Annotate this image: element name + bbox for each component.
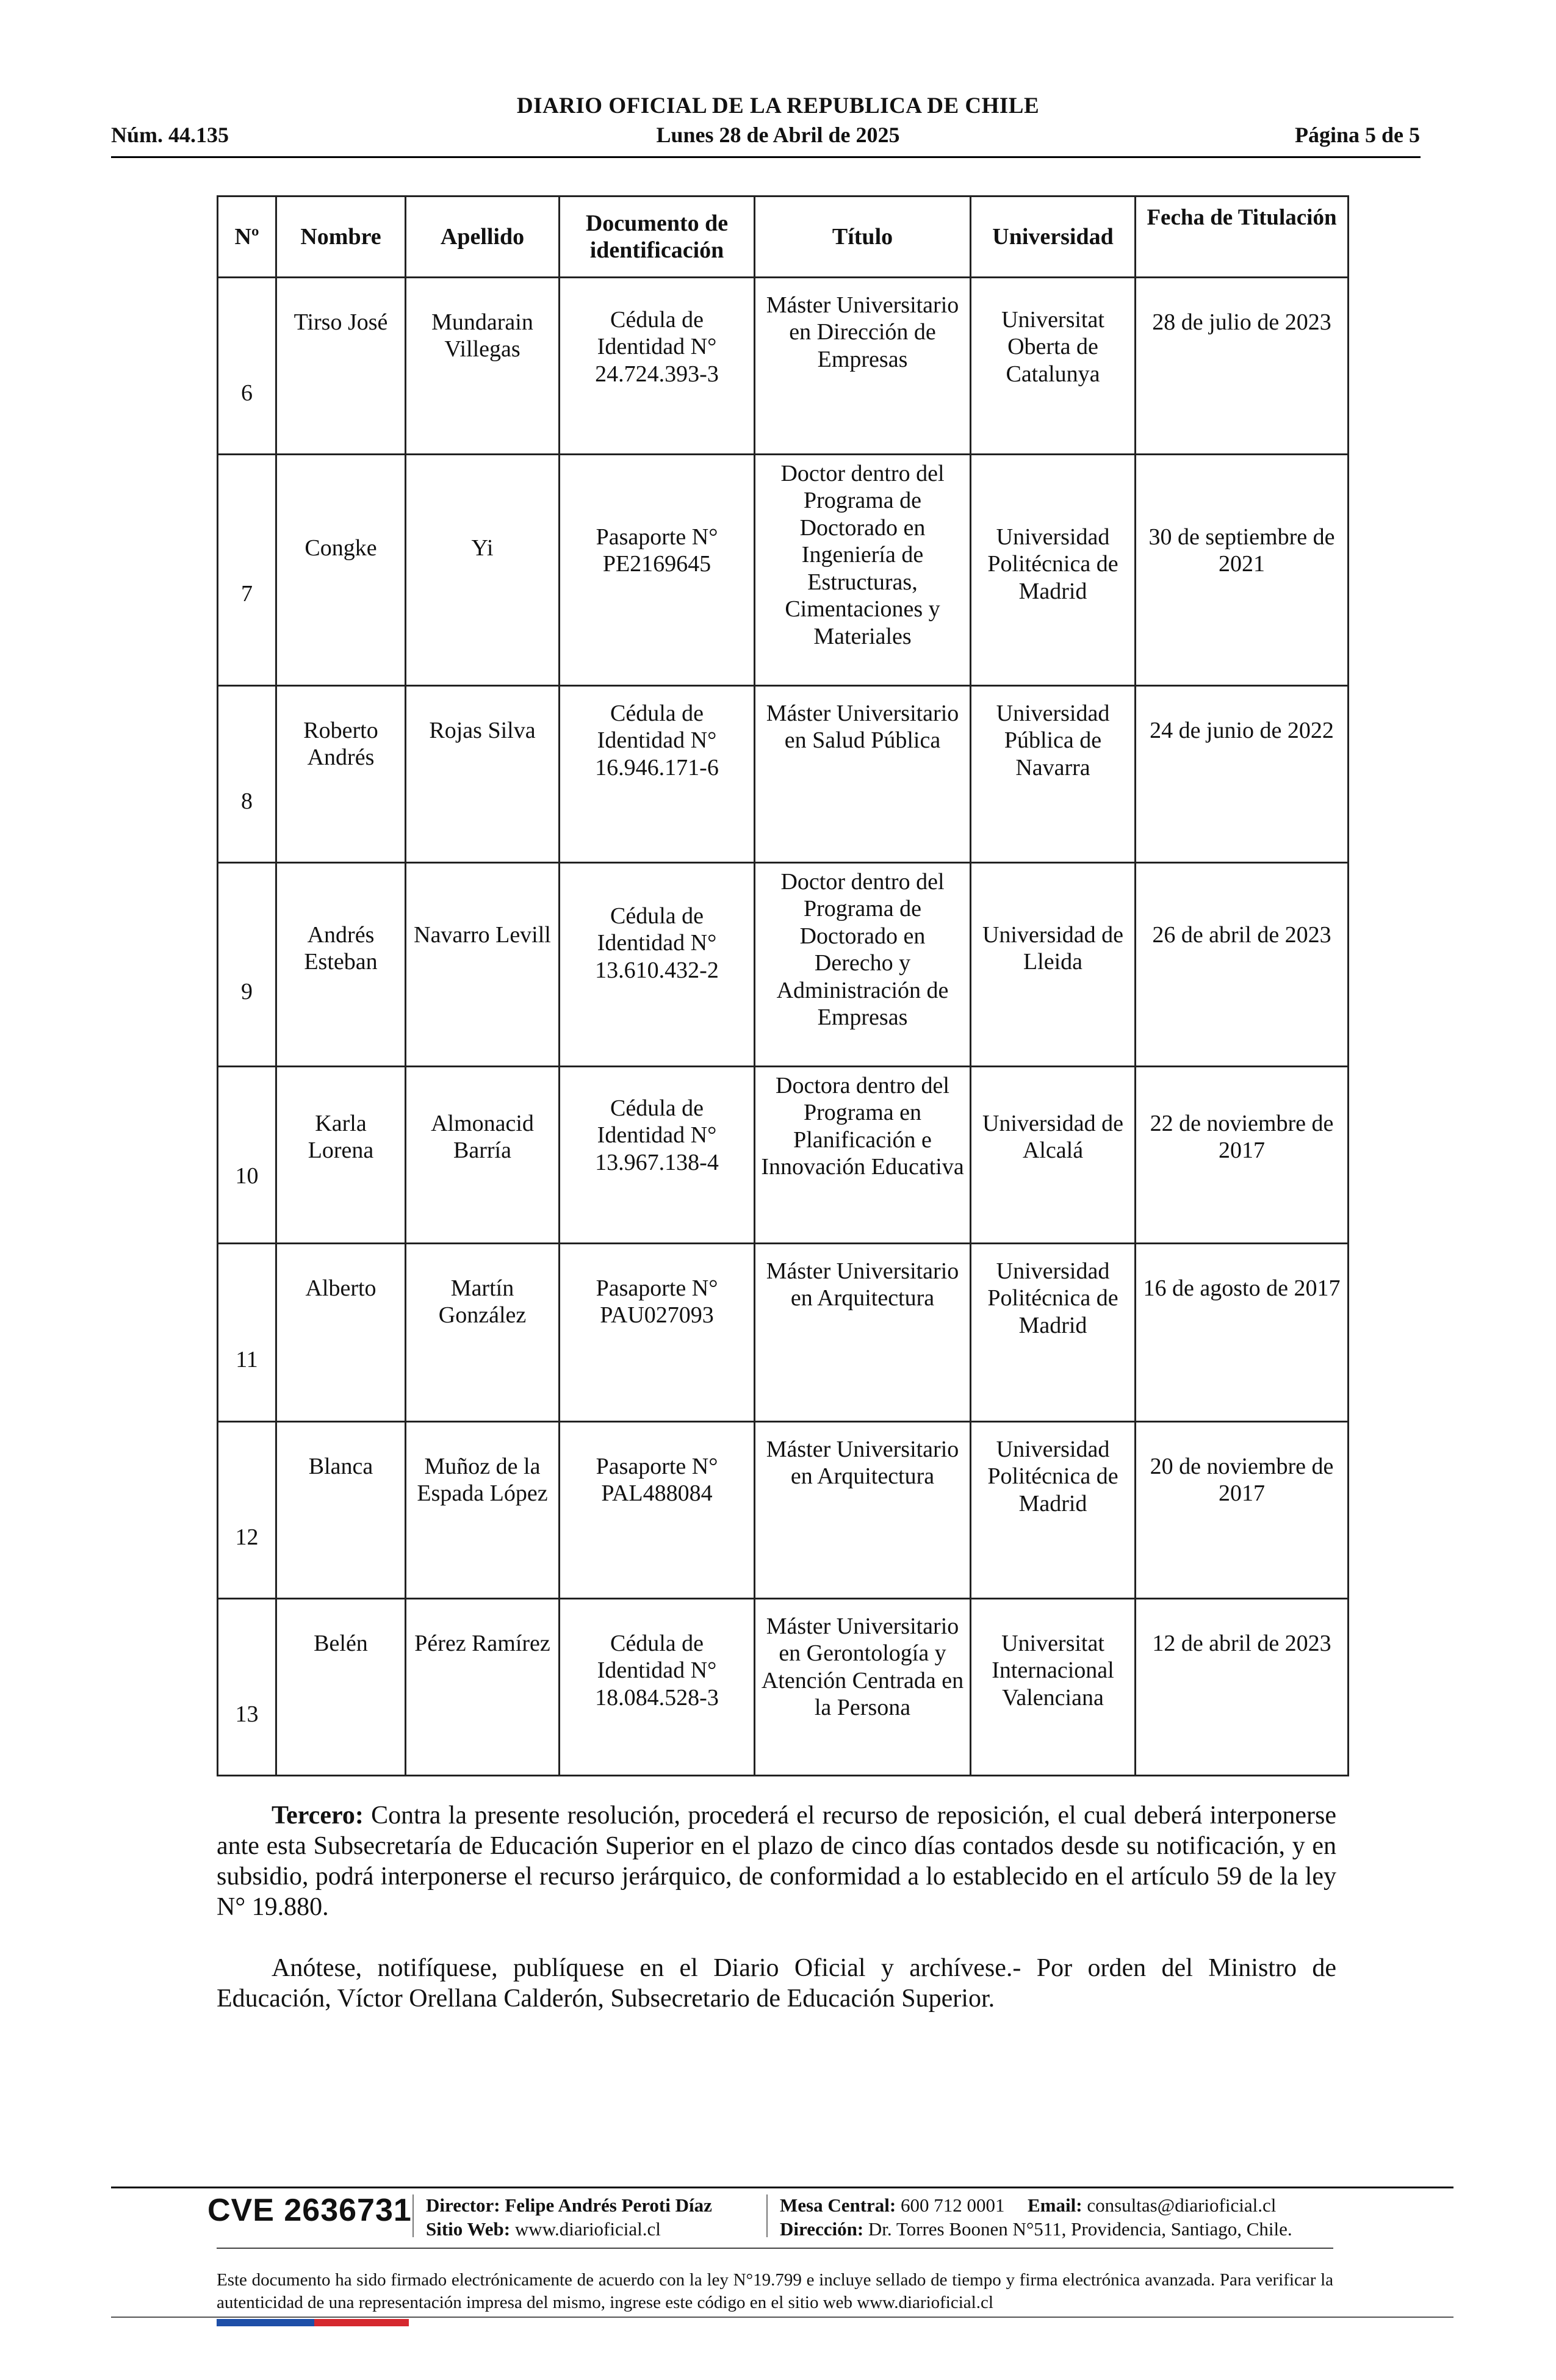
table-row [218, 1422, 1349, 1599]
footer-website [426, 2218, 661, 2241]
table-row [218, 1599, 1349, 1776]
cell-universidad: Universidad de Alcalá [971, 1067, 1136, 1244]
header-titulo: Título [755, 197, 971, 278]
cell-documento: Cédula de Identidad N° 13.610.432-2 [560, 863, 755, 1067]
cell-fecha: 30 de septiembre de 2021 [1136, 455, 1349, 686]
cell-number: 6 [218, 278, 276, 455]
cell-titulo: Doctor dentro del Programa de Doctorado en Ingeniería de Estructuras, Cimentaciones y Materiales [755, 455, 971, 686]
address-label: Dirección: [780, 2218, 864, 2240]
director-label: Director: [426, 2194, 500, 2216]
footer-disclaimer: Este documento ha sido firmado electrónicamente de acuerdo con la ley N°19.799 e incluye sellado de tiempo y firma electrónica avanzada. Para verificar la autenticidad de una representación impresa del mismo, ingrese este código en el sitio web www.diarioficial.cl [217, 2270, 1333, 2312]
cell-nombre: Tirso José [276, 278, 406, 455]
cell-fecha: 20 de noviembre de 2017 [1136, 1422, 1349, 1599]
cell-apellido: Rojas Silva [406, 686, 560, 863]
header-number: Nº [218, 197, 276, 278]
cell-documento: Cédula de Identidad N° 18.084.528-3 [560, 1599, 755, 1776]
cell-nombre: Belén [276, 1599, 406, 1776]
issue-number: Núm. 44.135 [111, 123, 229, 147]
website-link[interactable]: www.diarioficial.cl [514, 2218, 661, 2240]
cell-titulo: Doctor dentro del Programa de Doctorado en Derecho y Administración de Empresas [755, 863, 971, 1067]
email-label: Email: [1028, 2194, 1082, 2216]
address-value: Dr. Torres Boonen N°511, Providencia, Santiago, Chile. [868, 2218, 1292, 2240]
mesa-value: 600 712 0001 [901, 2194, 1005, 2216]
cell-nombre: Blanca [276, 1422, 406, 1599]
cell-number: 13 [218, 1599, 276, 1776]
header-documento: Documento de identificación [560, 197, 755, 278]
cell-nombre: Congke [276, 455, 406, 686]
header-fecha: Fecha de Titulación [1136, 197, 1349, 278]
cell-number: 9 [218, 863, 276, 1067]
header-divider [111, 156, 1421, 158]
paragraph-closing [217, 1953, 1336, 2014]
newspaper-title: DIARIO OFICIAL DE LA REPUBLICA DE CHILE [516, 93, 1040, 118]
cell-apellido: Pérez Ramírez [406, 1599, 560, 1776]
footer-director [426, 2194, 712, 2217]
table-row [218, 863, 1349, 1067]
cell-universidad: Universidad Politécnica de Madrid [971, 455, 1136, 686]
table-row [218, 686, 1349, 863]
footer-separator [412, 2194, 414, 2237]
cell-number: 12 [218, 1422, 276, 1599]
mesa-label: Mesa Central: [780, 2194, 896, 2216]
footer-separator [766, 2194, 768, 2237]
cell-universidad: Universitat Internacional Valenciana [971, 1599, 1136, 1776]
table-row [218, 1067, 1349, 1244]
cell-universidad: Universidad Politécnica de Madrid [971, 1244, 1136, 1422]
cell-apellido: Navarro Levill [406, 863, 560, 1067]
email-link[interactable]: consultas@diarioficial.cl [1087, 2194, 1277, 2216]
cell-titulo: Máster Universitario en Gerontología y Atención Centrada en la Persona [755, 1599, 971, 1776]
flag-stripe-blue [217, 2319, 314, 2326]
cell-number: 10 [218, 1067, 276, 1244]
cell-number: 11 [218, 1244, 276, 1422]
cell-documento: Cédula de Identidad N° 16.946.171-6 [560, 686, 755, 863]
cell-documento: Pasaporte N° PAL488084 [560, 1422, 755, 1599]
footer-contact [780, 2194, 1276, 2217]
page-indicator: Página 5 de 5 [1294, 123, 1420, 147]
header-apellido: Apellido [406, 197, 560, 278]
cell-fecha: 24 de junio de 2022 [1136, 686, 1349, 863]
cell-number: 8 [218, 686, 276, 863]
cell-nombre: Roberto Andrés [276, 686, 406, 863]
cell-apellido: Martín González [406, 1244, 560, 1422]
cell-nombre: Andrés Esteban [276, 863, 406, 1067]
footer-inner-divider [217, 2248, 1333, 2249]
footer-bottom-divider [111, 2317, 1453, 2318]
cell-apellido: Yi [406, 455, 560, 686]
cell-documento: Pasaporte N° PAU027093 [560, 1244, 755, 1422]
header-nombre: Nombre [276, 197, 406, 278]
cell-apellido: Almonacid Barría [406, 1067, 560, 1244]
paragraph-text: Contra la presente resolución, procederá el recurso de reposición, el cual deberá interponerse ante esta Subsecretaría de Educación Superior en el plazo de cinco días contados desde su notificación, y en subsidio, podrá interponerse el recurso jerárquico, de conformidad a lo establecido en el artículo 59 de la ley N° 19.880. [217, 1801, 1336, 1921]
cell-titulo: Doctora dentro del Programa en Planificación e Innovación Educativa [755, 1067, 971, 1244]
table-row [218, 455, 1349, 686]
paragraph-lead: Tercero: [272, 1801, 364, 1830]
cell-apellido: Muñoz de la Espada López [406, 1422, 560, 1599]
cell-nombre: Karla Lorena [276, 1067, 406, 1244]
website-label: Sitio Web: [426, 2218, 511, 2240]
cell-documento: Cédula de Identidad N° 13.967.138-4 [560, 1067, 755, 1244]
paragraph-text: Anótese, notifíquese, publíquese en el Diario Oficial y archívese.- Por orden del Ministro de Educación, Víctor Orellana Calderón, Subsecretario de Educación Superior. [217, 1954, 1336, 2013]
cell-documento: Pasaporte N° PE2169645 [560, 455, 755, 686]
cell-titulo: Máster Universitario en Arquitectura [755, 1422, 971, 1599]
cell-fecha: 26 de abril de 2023 [1136, 863, 1349, 1067]
graduates-table [217, 195, 1349, 1776]
cell-nombre: Alberto [276, 1244, 406, 1422]
cell-titulo: Máster Universitario en Arquitectura [755, 1244, 971, 1422]
cell-fecha: 28 de julio de 2023 [1136, 278, 1349, 455]
issue-date: Lunes 28 de Abril de 2025 [656, 123, 900, 147]
cell-documento: Cédula de Identidad N° 24.724.393-3 [560, 278, 755, 455]
footer-address [780, 2218, 1292, 2241]
table-row [218, 278, 1349, 455]
director-value: Felipe Andrés Peroti Díaz [505, 2194, 712, 2216]
cve-code: CVE 2636731 [207, 2193, 412, 2228]
cell-titulo: Máster Universitario en Salud Pública [755, 686, 971, 863]
cell-universidad: Universidad Politécnica de Madrid [971, 1422, 1136, 1599]
cell-fecha: 12 de abril de 2023 [1136, 1599, 1349, 1776]
cell-universidad: Universitat Oberta de Catalunya [971, 278, 1136, 455]
footer-divider [111, 2187, 1453, 2188]
cell-fecha: 16 de agosto de 2017 [1136, 1244, 1349, 1422]
table-header-row [218, 197, 1349, 278]
table-row [218, 1244, 1349, 1422]
cell-fecha: 22 de noviembre de 2017 [1136, 1067, 1349, 1244]
cell-universidad: Universidad Pública de Navarra [971, 686, 1136, 863]
cell-number: 7 [218, 455, 276, 686]
cell-apellido: Mundarain Villegas [406, 278, 560, 455]
cell-titulo: Máster Universitario en Dirección de Empresas [755, 278, 971, 455]
cell-universidad: Universidad de Lleida [971, 863, 1136, 1067]
flag-stripe-red [314, 2319, 409, 2326]
paragraph-tercero [217, 1800, 1336, 1922]
header-universidad: Universidad [971, 197, 1136, 278]
